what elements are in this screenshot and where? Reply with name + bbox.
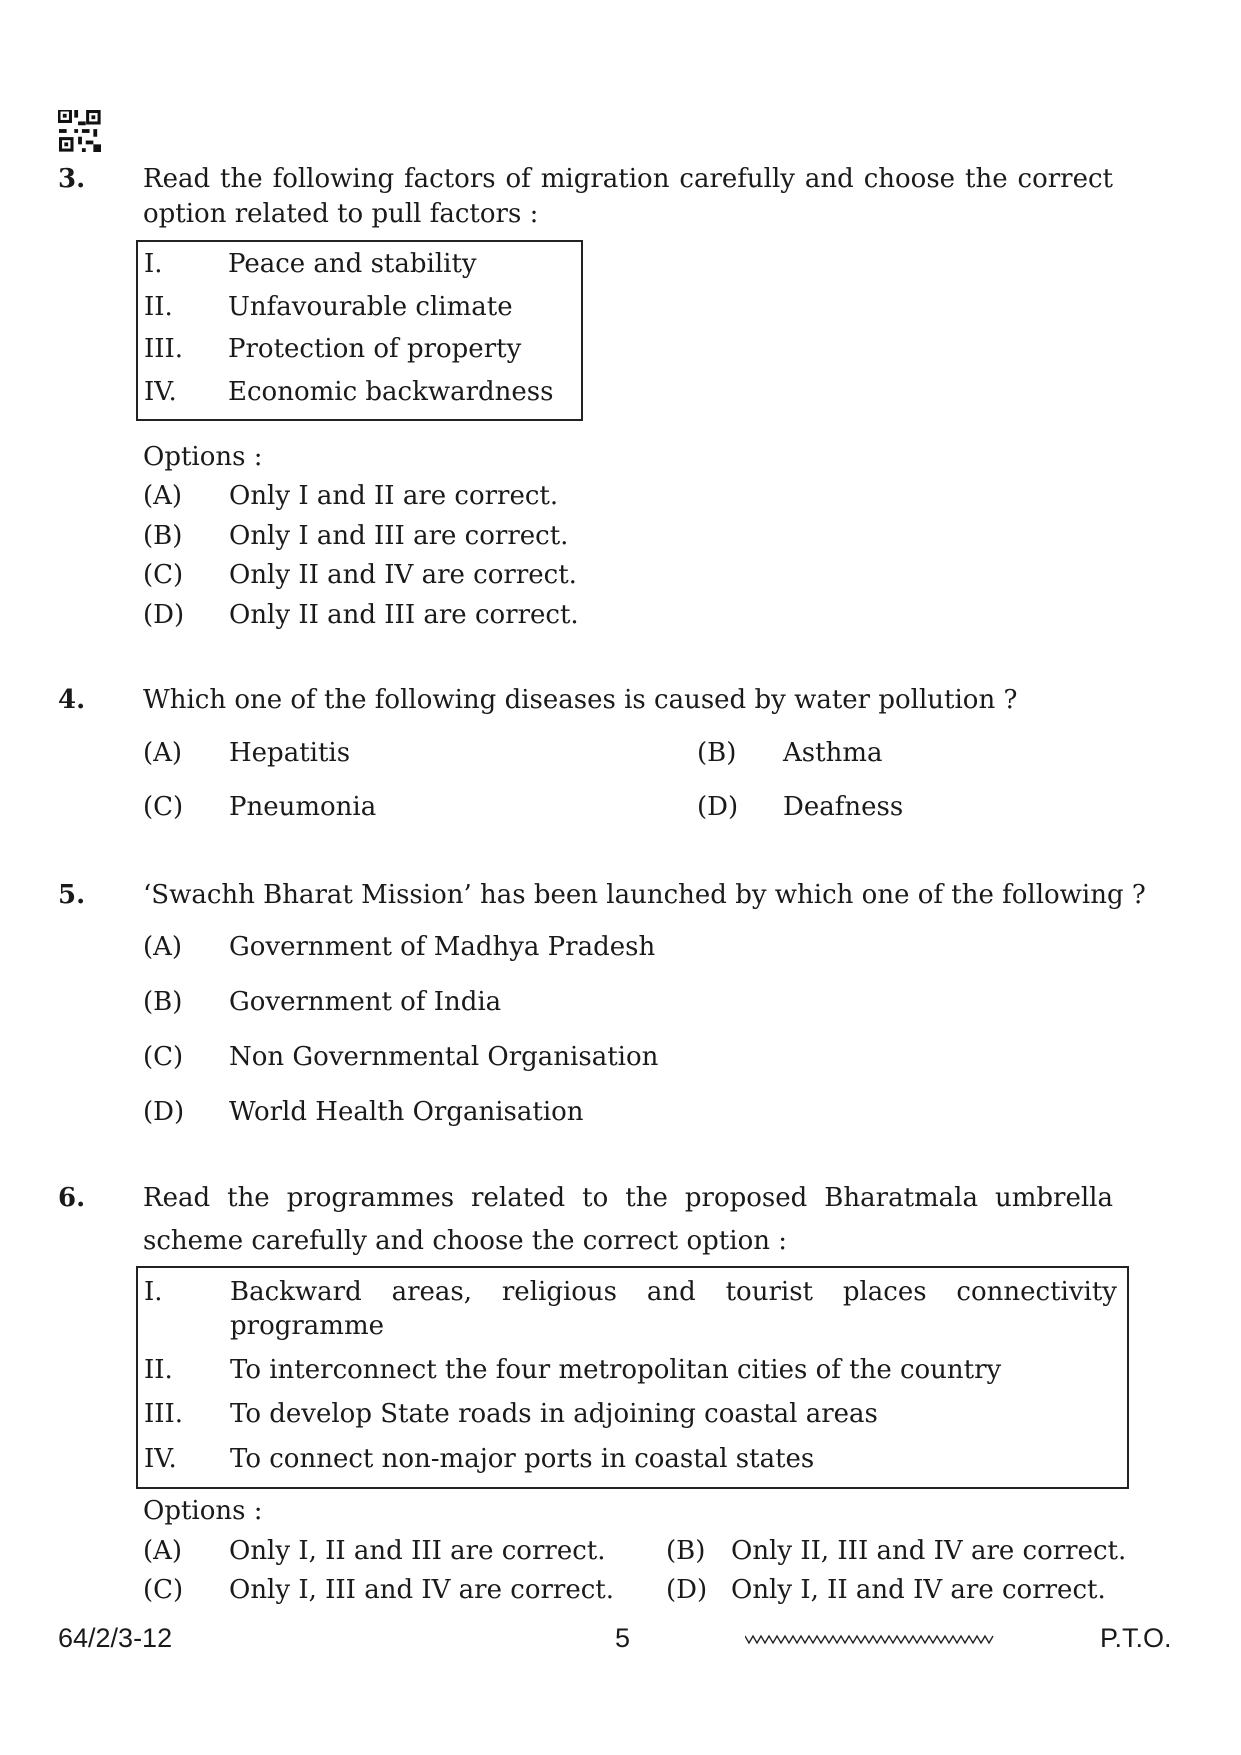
option-letter: (C)	[143, 560, 184, 590]
statement-number: I.	[144, 249, 163, 279]
option-text: Only I and III are correct.	[229, 521, 569, 551]
option-text: Only I, II and III are correct.	[229, 1536, 606, 1566]
option-letter: (B)	[143, 521, 183, 551]
options-label: Options :	[143, 442, 263, 472]
option-letter: (D)	[143, 1097, 185, 1127]
pto-label: P.T.O.	[1100, 1623, 1172, 1653]
option-letter: (A)	[143, 932, 183, 962]
statements-box	[136, 1266, 1129, 1489]
option-letter: (C)	[143, 1575, 184, 1605]
option-letter: (B)	[697, 738, 737, 768]
statement-number: II.	[144, 1355, 173, 1385]
option-text: Only I, III and IV are correct.	[229, 1575, 614, 1605]
option-letter: (D)	[666, 1575, 708, 1605]
statement-number: IV.	[144, 1444, 177, 1474]
statement-text: To develop State roads in adjoining coastal areas	[230, 1399, 878, 1429]
option-text: Deafness	[783, 792, 904, 822]
option-letter: (B)	[666, 1536, 706, 1566]
question-text: Read the following factors of migration carefully and choose the correct	[143, 164, 1113, 194]
option-text: World Health Organisation	[229, 1097, 584, 1127]
statements-box	[136, 240, 583, 421]
statement-number: I.	[144, 1277, 163, 1307]
options-label: Options :	[143, 1496, 263, 1526]
option-text: Only II and IV are correct.	[229, 560, 577, 590]
statement-number: III.	[144, 1399, 184, 1429]
option-letter: (A)	[143, 738, 183, 768]
option-letter: (A)	[143, 481, 183, 511]
question-number: 4.	[58, 685, 86, 715]
statement-text: Economic backwardness	[228, 377, 554, 407]
question-number: 3.	[58, 164, 86, 194]
qr-code-icon	[58, 110, 102, 152]
statement-text: Backward areas, religious and tourist places connectivity	[230, 1277, 1117, 1307]
statement-number: IV.	[144, 377, 177, 407]
paper-code: 64/2/3-12	[58, 1623, 173, 1653]
question-text: ‘Swachh Bharat Mission’ has been launched by which one of the following ?	[143, 880, 1146, 910]
option-text: Only II and III are correct.	[229, 600, 579, 630]
statement-number: III.	[144, 334, 184, 364]
option-text: Only I, II and IV are correct.	[731, 1575, 1106, 1605]
option-text: Government of India	[229, 987, 502, 1017]
page-number: 5	[615, 1623, 631, 1653]
option-text: Government of Madhya Pradesh	[229, 932, 656, 962]
option-letter: (C)	[143, 1042, 184, 1072]
question-text: Which one of the following diseases is caused by water pollution ?	[143, 685, 1018, 715]
option-letter: (B)	[143, 987, 183, 1017]
question-text-continued: option related to pull factors :	[143, 199, 539, 229]
statement-text: Unfavourable climate	[228, 292, 513, 322]
option-text: Only I and II are correct.	[229, 481, 559, 511]
question-number: 5.	[58, 880, 86, 910]
question-text-continued: scheme carefully and choose the correct option :	[143, 1226, 787, 1256]
option-text: Non Governmental Organisation	[229, 1042, 659, 1072]
statement-text: To connect non-major ports in coastal states	[230, 1444, 815, 1474]
option-letter: (A)	[143, 1536, 183, 1566]
question-number: 6.	[58, 1183, 86, 1213]
option-letter: (C)	[143, 792, 184, 822]
option-letter: (D)	[143, 600, 185, 630]
option-text: Hepatitis	[229, 738, 351, 768]
statement-text: To interconnect the four metropolitan cities of the country	[230, 1355, 1002, 1385]
option-text: Pneumonia	[229, 792, 377, 822]
statement-text: Protection of property	[228, 334, 522, 364]
statement-number: II.	[144, 292, 173, 322]
statement-text: Peace and stability	[228, 249, 477, 279]
statement-text-continued: programme	[230, 1311, 384, 1341]
security-wave-icon	[745, 1632, 995, 1646]
option-text: Only II, III and IV are correct.	[731, 1536, 1127, 1566]
question-text: Read the programmes related to the proposed Bharatmala umbrella	[143, 1183, 1113, 1213]
option-letter: (D)	[697, 792, 739, 822]
option-text: Asthma	[783, 738, 883, 768]
